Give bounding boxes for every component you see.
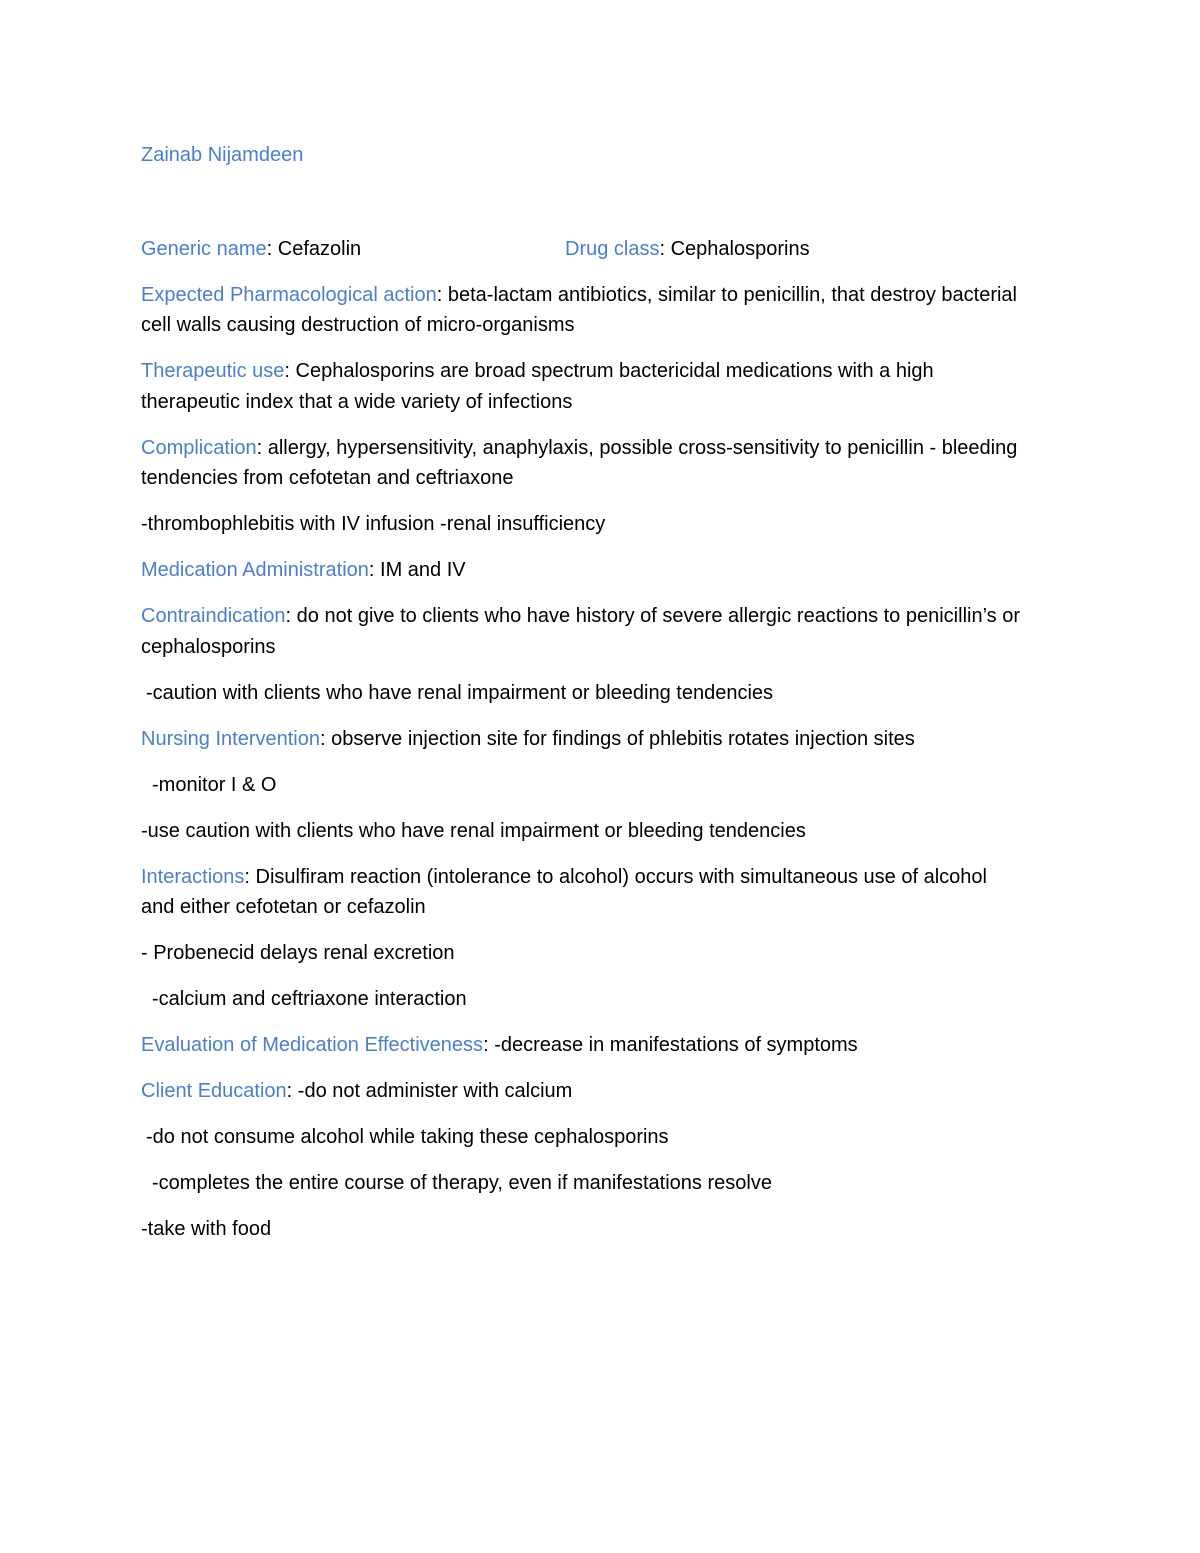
client-education-text: -do not administer with calcium <box>297 1080 573 1102</box>
nursing-intervention-extra-1: -monitor I & O <box>152 773 277 796</box>
contraindication-paragraph: Contraindication: do not give to clients who have history of severe allergic reactions to penicillin’s or cephalosporins <box>141 605 1020 658</box>
evaluation-label: Evaluation of Medication Effectiveness <box>141 1034 484 1056</box>
expected-action-paragraph: Expected Pharmacological action: beta-lactam antibiotics, similar to penicillin, that destroy bacterial cell walls causing destruction of micro-organisms <box>141 283 1017 336</box>
client-education-label: Client Education <box>141 1080 287 1102</box>
contraindication-extra: -caution with clients who have renal impairment or bleeding tendencies <box>146 681 774 704</box>
medication-administration-paragraph: Medication Administration: IM and IV <box>141 559 466 581</box>
interactions-extra-2: -calcium and ceftriaxone interaction <box>152 988 467 1010</box>
complication-paragraph: Complication: allergy, hypersensitivity, anaphylaxis, possible cross-sensitivity to penicillin - bleeding tendencies from cefotetan and ceftriaxone <box>141 436 1018 489</box>
therapeutic-use-paragraph: Therapeutic use: Cephalosporins are broad spectrum bactericidal medications with a high therapeutic index that a wide variety of infections <box>141 360 934 413</box>
client-education-extra-1: -do not consume alcohol while taking these cephalosporins <box>146 1126 669 1148</box>
generic-name-value: Cefazolin <box>277 237 362 260</box>
therapeutic-use-text: Cephalosporins are broad spectrum bactericidal medications with a high therapeutic index that a wide variety of infections <box>141 360 934 413</box>
generic-name-field: Generic name: Cefazolin <box>141 237 362 260</box>
expected-action-text: beta-lactam antibiotics, similar to penicillin, that destroy bacterial cell walls causing destruction of micro-organisms <box>141 283 1017 336</box>
expected-action-label: Expected Pharmacological action <box>141 283 437 306</box>
medication-administration-label: Medication Administration <box>141 559 369 581</box>
evaluation-paragraph: Evaluation of Medication Effectiveness: -decrease in manifestations of symptoms <box>141 1034 858 1056</box>
therapeutic-use-label: Therapeutic use <box>141 360 285 382</box>
complication-text: allergy, hypersensitivity, anaphylaxis, possible cross-sensitivity to penicillin - bleeding tendencies from cefotetan and ceftriaxone <box>141 436 1018 489</box>
interactions-extra-1: - Probenecid delays renal excretion <box>141 942 455 964</box>
client-education-extra-3: -take with food <box>141 1218 272 1240</box>
author-name: Zainab Nijamdeen <box>141 144 304 166</box>
drug-class-field: Drug class: Cephalosporins <box>565 237 810 260</box>
drug-class-value: Cephalosporins <box>670 237 810 260</box>
client-education-paragraph: Client Education: -do not administer with calcium <box>141 1080 573 1102</box>
client-education-extra-2: -completes the entire course of therapy, even if manifestations resolve <box>152 1172 772 1194</box>
medication-administration-text: IM and IV <box>380 559 466 581</box>
complication-extra: -thrombophlebitis with IV infusion -renal insufficiency <box>141 513 606 535</box>
contraindication-text: do not give to clients who have history of severe allergic reactions to penicillin’s or cephalosporins <box>141 605 1020 658</box>
nursing-intervention-text: observe injection site for findings of phlebitis rotates injection sites <box>331 727 915 750</box>
drug-class-label: Drug class <box>565 237 660 260</box>
interactions-label: Interactions <box>141 865 245 888</box>
generic-name-label: Generic name <box>141 237 267 260</box>
nursing-intervention-label: Nursing Intervention <box>141 727 320 750</box>
nursing-intervention-extra-2: -use caution with clients who have renal impairment or bleeding tendencies <box>141 819 806 842</box>
complication-label: Complication <box>141 436 257 459</box>
contraindication-label: Contraindication <box>141 605 286 627</box>
generic-drug-row <box>141 234 1021 265</box>
nursing-intervention-paragraph: Nursing Intervention: observe injection site for findings of phlebitis rotates injection sites <box>141 727 915 750</box>
evaluation-text: -decrease in manifestations of symptoms <box>494 1034 858 1056</box>
interactions-text: Disulfiram reaction (intolerance to alcohol) occurs with simultaneous use of alcohol and either cefotetan or cefazolin <box>141 865 987 918</box>
document-content <box>141 140 1021 1260</box>
interactions-paragraph: Interactions: Disulfiram reaction (intolerance to alcohol) occurs with simultaneous use of alcohol and either cefotetan or cefazolin <box>141 865 987 918</box>
